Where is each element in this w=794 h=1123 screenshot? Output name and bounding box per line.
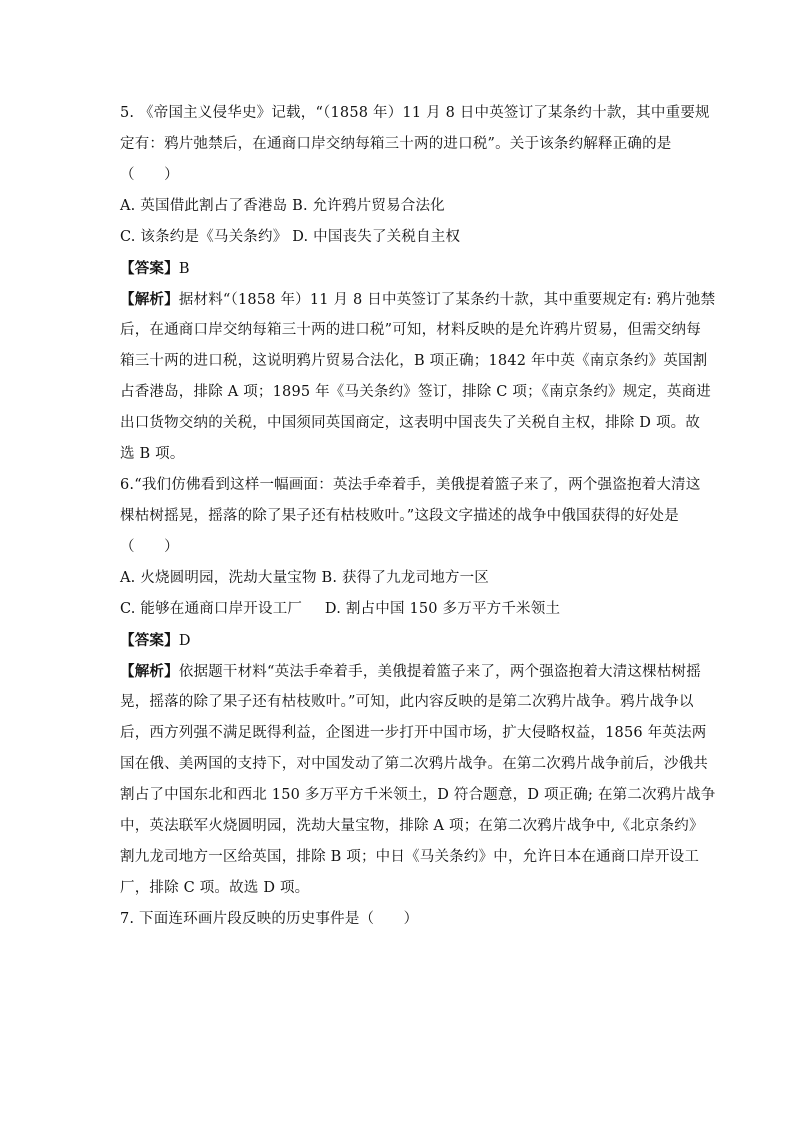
analysis-text: 依据题干材料“英法手牵着手，美俄提着篮子来了，两个强盗抱着大清这棵枯树摇	[178, 664, 701, 680]
analysis-text-line: 箱三十两的进口税，这说明鸦片贸易合法化，B 项正确；1842 年中英《南京条约》英国割	[120, 353, 708, 369]
option-b: B. 允许鸦片贸易合法化	[292, 198, 445, 214]
option-a: A. 英国借此割占了香港岛	[120, 198, 288, 214]
analysis-text-line: 选 B 项。	[120, 446, 185, 462]
analysis-text-line: 割九龙司地方一区给英国，排除 B 项；中日《马关条约》中，允许日本在通商口岸开设工	[120, 849, 700, 865]
analysis-text-line: 厂，排除 C 项。故选 D 项。	[120, 880, 310, 896]
options-row-cd	[120, 222, 676, 253]
analysis-text-line: 出口货物交纳的关税，中国须同英国商定，这表明中国丧失了关税自主权，排除 D 项。故	[120, 415, 701, 431]
analysis-text-line: 割占了中国东北和西北 150 多万平方千米领土，D 符合题意，D 项正确; 在第二次鸦片战争	[120, 787, 716, 803]
options-row-ab	[120, 563, 676, 594]
option-d: D. 中国丧失了关税自主权	[292, 229, 461, 245]
question-text-line: 7. 下面连环画片段反映的历史事件是（ ）	[120, 911, 419, 927]
option-b: B. 获得了九龙司地方一区	[321, 570, 489, 586]
question-blank: （ ）	[120, 539, 179, 555]
options-row-ab	[120, 191, 676, 222]
question-6	[120, 470, 716, 904]
analysis-tag: 【解析】	[120, 663, 179, 680]
question-text-line: 定有：鸦片弛禁后，在通商口岸交纳每箱三十两的进口税”。关于该条约解释正确的是	[120, 136, 672, 152]
question-text-line: 棵枯树摇晃，摇落的除了果子还有枯枝败叶。”这段文字描述的战争中俄国获得的好处是	[120, 508, 679, 524]
answer-tag: 【答案】	[120, 260, 179, 277]
question-text-line: 6.“我们仿佛看到这样一幅画面：英法手牵着手，美俄提着篮子来了，两个强盗抱着大清这	[120, 477, 701, 493]
analysis-text-line: 中，英法联军火烧圆明园，洗劫大量宝物，排除 A 项；在第二次鸦片战争中,《北京条约》	[120, 818, 704, 834]
option-c: C. 该条约是《马关条约》	[120, 229, 288, 245]
analysis-line	[120, 656, 701, 687]
question-blank: （ ）	[120, 167, 179, 183]
answer-line	[120, 625, 676, 656]
analysis-text: 据材料“（1858 年）11 月 8 日中英签订了某条约十款，其中重要规定有: 鸦片弛禁	[178, 292, 716, 308]
answer-tag: 【答案】	[120, 632, 179, 649]
options-row-cd	[120, 594, 676, 625]
analysis-text-line: 后，西方列强不满足既得利益，企图进一步打开中国市场，扩大侵略权益，1856 年英法两	[120, 725, 707, 741]
answer-value: D	[178, 633, 191, 649]
question-5	[120, 98, 716, 470]
analysis-text-line: 晃，摇落的除了果子还有枯枝败叶。”可知，此内容反映的是第二次鸦片战争。鸦片战争以	[120, 694, 694, 710]
question-text-line: 5. 《帝国主义侵华史》记载，“（1858 年）11 月 8 日中英签订了某条约十款，其中重要规	[120, 105, 710, 121]
option-a: A. 火烧圆明园，洗劫大量宝物	[120, 570, 317, 586]
document-content	[120, 98, 716, 935]
analysis-text-line: 占香港岛，排除 A 项；1895 年《马关条约》签订，排除 C 项；《南京条约》规定，英商进	[120, 384, 711, 400]
analysis-text-line: 国在俄、美两国的支持下，对中国发动了第二次鸦片战争。在第二次鸦片战争前后，沙俄共	[120, 756, 708, 772]
analysis-tag: 【解析】	[120, 291, 179, 308]
answer-line	[120, 253, 676, 284]
analysis-text-line: 后，在通商口岸交纳每箱三十两的进口税”可知，材料反映的是允许鸦片贸易，但需交纳每	[120, 322, 701, 338]
question-7	[120, 904, 676, 935]
option-d: D. 割占中国 150 多万平方千米领土	[324, 601, 561, 617]
option-c: C. 能够在通商口岸开设工厂	[120, 601, 303, 617]
answer-value: B	[178, 261, 190, 277]
analysis-line	[120, 284, 716, 315]
